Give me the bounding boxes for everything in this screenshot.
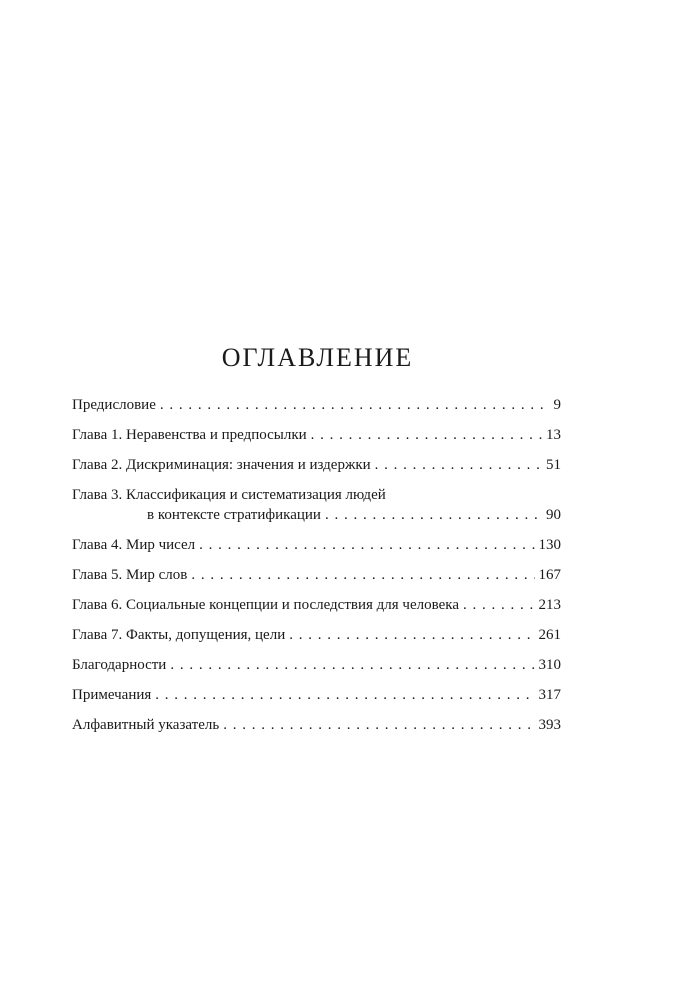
toc-page-number: 167 [538, 567, 561, 583]
dot-leader [463, 595, 535, 615]
dot-leader [191, 565, 534, 585]
toc-entry-index [72, 715, 561, 745]
toc-page-number: 90 [546, 507, 561, 523]
toc-entry-label: Глава 7. Факты, допущения, цели [72, 627, 286, 643]
dot-leader [325, 505, 542, 525]
toc-page-number: 130 [538, 537, 561, 553]
dot-leader [311, 425, 542, 445]
toc-entry-chapter-5 [72, 565, 561, 595]
dot-leader [170, 655, 534, 675]
toc-page-number: 51 [546, 457, 561, 473]
toc-entry-chapter-1 [72, 425, 561, 455]
toc-entry-chapter-3 [72, 485, 561, 535]
toc-entry-label: Предисловие [72, 397, 156, 413]
dot-leader [155, 685, 534, 705]
dot-leader [199, 535, 534, 555]
table-of-contents [72, 395, 561, 745]
toc-page-number: 310 [538, 657, 561, 673]
toc-page-number: 9 [553, 397, 561, 413]
toc-entry-label-line1: Глава 3. Классификация и систематизация людей [72, 487, 386, 503]
toc-entry-label: Глава 1. Неравенства и предпосылки [72, 427, 307, 443]
toc-entry-acknowledgments [72, 655, 561, 685]
toc-entry-label: Глава 6. Социальные концепции и последствия для человека [72, 597, 459, 613]
toc-entry-label: в контексте стратификации [147, 507, 321, 523]
toc-page-number: 261 [538, 627, 561, 643]
toc-entry-notes [72, 685, 561, 715]
toc-entry-label: Глава 2. Дискриминация: значения и издержки [72, 457, 371, 473]
toc-title: ОГЛАВЛЕНИЕ [221, 343, 414, 372]
toc-page-number: 317 [538, 687, 561, 703]
dot-leader [375, 455, 542, 475]
toc-entry-chapter-4 [72, 535, 561, 565]
toc-page-number: 393 [538, 717, 561, 733]
toc-entry-label: Глава 5. Мир слов [72, 567, 188, 583]
toc-entry-chapter-2 [72, 455, 561, 485]
toc-entry-label: Алфавитный указатель [72, 717, 220, 733]
dot-leader [160, 395, 550, 415]
toc-entry-chapter-7 [72, 625, 561, 655]
toc-entry-preface [72, 395, 561, 425]
dot-leader [223, 715, 534, 735]
toc-page-number: 213 [538, 597, 561, 613]
toc-page-number: 13 [546, 427, 561, 443]
toc-entry-label: Благодарности [72, 657, 167, 673]
toc-entry-chapter-6 [72, 595, 561, 625]
toc-entry-label: Примечания [72, 687, 152, 703]
toc-entry-label: Глава 4. Мир чисел [72, 537, 196, 553]
dot-leader [289, 625, 534, 645]
